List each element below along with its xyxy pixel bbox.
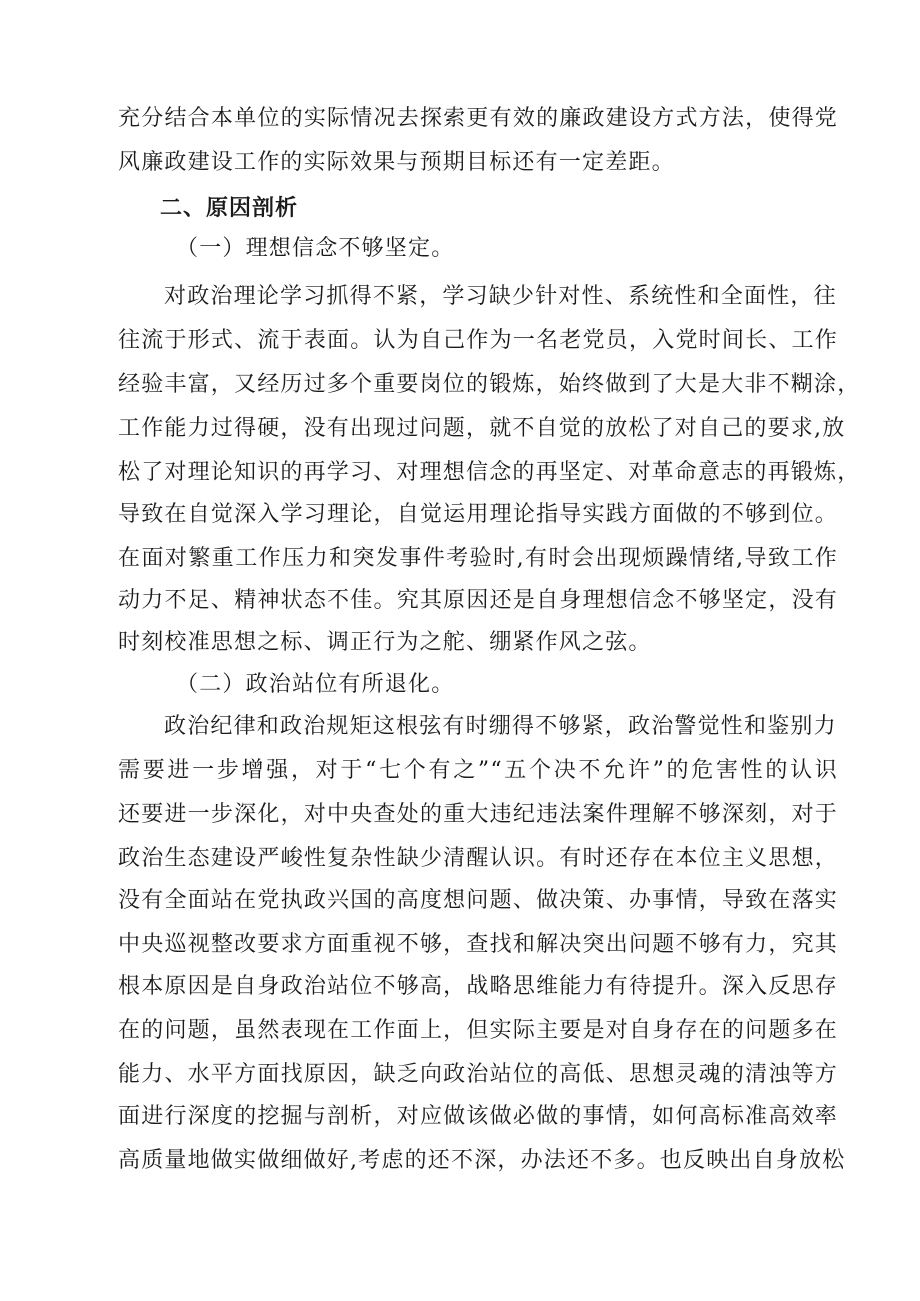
paragraph-line: 面进行深度的挖掘与剖析，对应做该做必做的事情，如何高标准高效率	[118, 1104, 838, 1129]
paragraph-line: 还要进一步深化，对中央查处的重大违纪违法案件理解不够深刻，对于	[118, 802, 838, 827]
subsection-title-1: （一）理想信念不够坚定。	[176, 236, 455, 261]
paragraph-line: 需要进一步增强，对于“七个有之”“五个决不允许”的危害性的认识	[118, 758, 838, 783]
paragraph-line: 动力不足、精神状态不佳。究其原因还是自身理想信念不够坚定，没有	[118, 588, 838, 613]
paragraph-line: 根本原因是自身政治站位不够高，战略思维能力有待提升。深入反思存	[118, 974, 838, 999]
paragraph-line: 工作能力过得硬，没有出现过问题，就不自觉的放松了对自己的要求,放	[118, 416, 846, 441]
section-heading: 二、原因剖析	[160, 196, 299, 221]
intro-line: 风廉政建设工作的实际效果与预期目标还有一定差距。	[118, 150, 675, 175]
paragraph-line: 导致在自觉深入学习理论，自觉运用理论指导实践方面做的不够到位。	[118, 502, 838, 527]
paragraph-line: 政治纪律和政治规矩这根弦有时绷得不够紧，政治警觉性和鉴别力	[164, 714, 837, 739]
paragraph-line: 在的问题，虽然表现在工作面上，但实际主要是对自身存在的问题多在	[118, 1018, 838, 1043]
paragraph-line: 没有全面站在党执政兴国的高度想问题、做决策、办事情，导致在落实	[118, 888, 838, 913]
paragraph-line: 政治生态建设严峻性复杂性缺少清醒认识。有时还存在本位主义思想，	[118, 846, 838, 871]
paragraph-line: 松了对理论知识的再学习、对理想信念的再坚定、对革命意志的再锻炼，	[118, 460, 861, 485]
paragraph-line: 中央巡视整改要求方面重视不够，查找和解决突出问题不够有力，究其	[118, 932, 838, 957]
paragraph-line: 对政治理论学习抓得不紧，学习缺少针对性、系统性和全面性，往	[164, 284, 837, 309]
paragraph-line: 经验丰富，又经历过多个重要岗位的锻炼，始终做到了大是大非不糊涂，	[118, 372, 861, 397]
paragraph-line: 时刻校准思想之标、调正行为之舵、绷紧作风之弦。	[118, 630, 652, 655]
paragraph-line: 在面对繁重工作压力和突发事件考验时,有时会出现烦躁情绪,导致工作	[118, 546, 838, 571]
paragraph-line: 能力、水平方面找原因，缺乏向政治站位的高低、思想灵魂的清浊等方	[118, 1062, 838, 1087]
paragraph-line: 高质量地做实做细做好,考虑的还不深，办法还不多。也反映出自身放松	[118, 1148, 846, 1173]
paragraph-line: 往流于形式、流于表面。认为自己作为一名老党员，入党时间长、工作	[118, 328, 838, 353]
subsection-title-2: （二）政治站位有所退化。	[176, 672, 455, 697]
intro-line: 充分结合本单位的实际情况去探索更有效的廉政建设方式方法，使得党	[118, 106, 838, 131]
